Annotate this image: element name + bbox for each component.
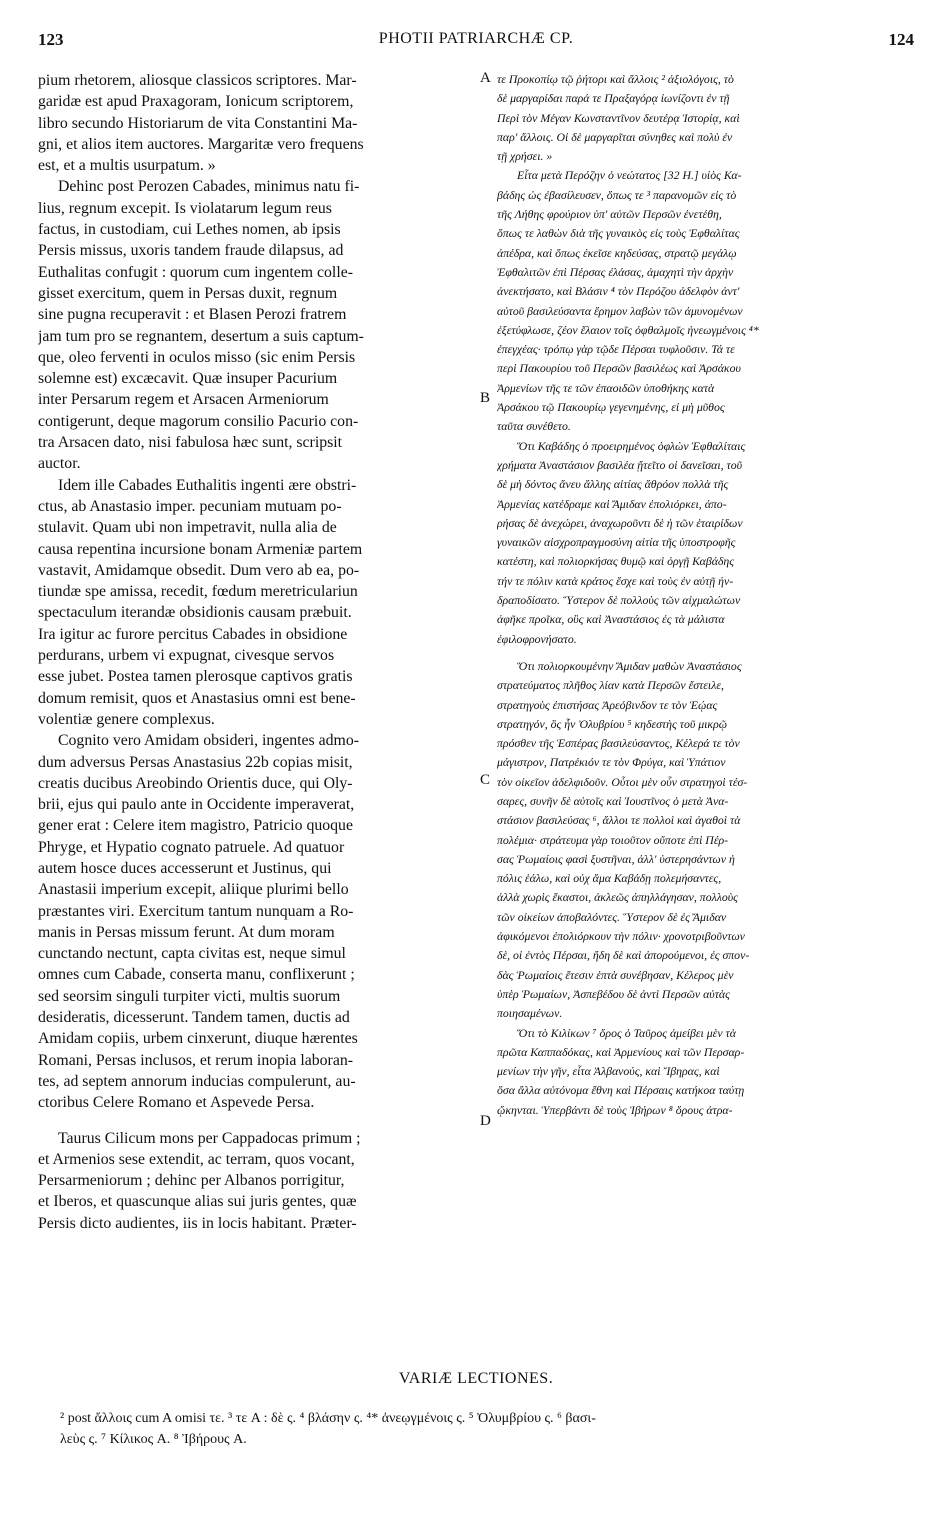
latin-line: Phryge, et Hypatio cognato patruele. Ad quatuor	[38, 838, 345, 856]
latin-line: præstantes viri. Exercitum tantum nunquam a Ro-	[38, 902, 354, 920]
margin-mark-b: B	[480, 390, 491, 406]
latin-line: desideratis, dicesserunt. Tandem tamen, ductis ad	[38, 1009, 350, 1027]
latin-line: Cognito vero Amidam obsideri, ingentes admo-	[58, 732, 359, 750]
latin-line: lius, regnum excepit. Is violatarum legum reus	[38, 199, 332, 217]
greek-line: Ὅτι τὸ Κιλίκων ⁷ ὄρος ὁ Ταῦρος ἀμείβει μὲν τὰ	[517, 1025, 736, 1040]
latin-line: dum adversus Persas Anastasius 22b copias misit,	[38, 753, 353, 771]
latin-line: est, et a multis usurpatum. »	[38, 157, 216, 175]
latin-column	[38, 70, 474, 1234]
greek-line: δραποδίσατο. Ὕστερον δὲ πολλοὺς τῶν αἰχμαλώτων	[497, 593, 741, 608]
latin-line: que, oleo ferventi in oculos misso (sic enim Persis	[38, 348, 356, 366]
greek-line: σας Ῥωμαίοις φασὶ ξυστῆναι, ἀλλ' ὑστερησάντων ἡ	[497, 851, 735, 866]
latin-line: cunctando nectunt, capta civitas est, neque simul	[38, 945, 346, 963]
latin-line: ctoribus Celere Romano et Aspevede Persa.	[38, 1094, 315, 1112]
greek-line: τε Προκοπίῳ τῷ ῥήτορι καὶ ἄλλοις ² ἀξιολόγοις, τὸ	[497, 72, 734, 86]
greek-line: στρατεύματος πλῆθος λίαν κατὰ Περσῶν ἔστειλε,	[497, 678, 724, 693]
greek-line: περὶ Πακουρίου τοῦ Περσῶν βασιλέως καὶ Ἀρσάκου	[497, 361, 741, 376]
greek-line: στρατηγόν, ὃς ἦν Ὀλυβρίου ⁵ κηδεστὴς τοῦ μικρῷ	[497, 716, 728, 731]
greek-line: δὲ μὴ δόντος ἄνευ ἄλλης αἰτίας ἄθρόον πολλὰ τῆς	[497, 477, 729, 492]
latin-line: volentiæ genere complexus.	[38, 710, 215, 728]
latin-line: gener erat : Celere item magistro, Patricio quoque	[38, 817, 353, 835]
running-title: PHOTII PATRIARCHÆ CP.	[378, 30, 574, 47]
margin-mark-a: A	[480, 70, 491, 86]
latin-line: inter Persarum regem et Arsacen Armeniorum	[38, 391, 329, 409]
greek-line: Ἀρσάκου τῷ Πακουρίῳ γεγενημένης, εἰ μὴ μῦθος	[497, 400, 725, 415]
greek-line: στρατηγοὺς ἐπιστήσας Ἀρεόβινδον τε τὸν Ἑῴας	[497, 697, 718, 712]
greek-line: ἀνεκτήσατο, καὶ Βλάσιν ⁴ τὸν Περόζου ἀδελφὸν ἀντ'	[497, 284, 740, 299]
greek-line: ἐξετύφλωσε, ζέον ἔλαιον τοῖς ὀφθαλμοῖς ἠνεωγμένοις ⁴*	[497, 322, 759, 337]
greek-line: ἐφιλοφρονήσατο.	[497, 631, 577, 646]
latin-line: Persis missus, uxoris tandem fraude dilapsus, ad	[38, 242, 344, 260]
latin-line: autem hosce duces accesserunt et Justinus, qui	[38, 859, 332, 877]
greek-line: παρ' ἄλλοις. Οἱ δὲ μαργαρῖται σύνηθες καὶ πολὺ ἐν	[497, 129, 733, 144]
greek-line: τὸν οἰκεῖον ἀδελφιδοῦν. Οὗτοι μὲν οὖν στρατηγοὶ τέσ-	[497, 774, 748, 789]
latin-line: gni, et alios item auctores. Margaritæ vero frequens	[38, 135, 364, 153]
greek-line: τήν τε πόλιν κατὰ κράτος ἔσχε καὶ τοὺς ἐν αὐτῇ ἠν-	[497, 573, 734, 588]
greek-line: αὐτοῦ βασιλεύσαντα ἔρημον λαβὼν τῶν ἀμυνομένων	[497, 303, 743, 318]
latin-line: pium rhetorem, aliosque classicos scriptores. Mar-	[38, 72, 357, 89]
greek-line: ὑπὲρ Ῥωμαίων, Ἀσπεβέδου δὲ ἀντὶ Περσῶν αὐτὰς	[497, 986, 730, 1001]
greek-line: ἀφικόμενοι ἐπολιόρκουν τὴν πόλιν· χρονοτριβοῦντων	[497, 929, 745, 944]
greek-line: κατέστη, καὶ πολιορκήσας θυμῷ καὶ ὀργῇ Καβάδης	[497, 554, 735, 569]
latin-line: stulavit. Quam ubi non impetravit, nulla alia de	[38, 519, 337, 537]
greek-line: χρήματα Ἀναστάσιον βασιλέα ᾔτεῖτο οἱ δανεῖσαι, τοῦ	[497, 457, 743, 472]
latin-line: contigerunt, deque magorum consilio Pacurio con-	[38, 412, 359, 430]
greek-line: πολέμια· στράτευμα γὰρ τοιοῦτον οὔποτε ἐπὶ Πέρ-	[497, 832, 729, 847]
latin-line: Euthalitas confugit : quorum cum ingentem colle-	[38, 263, 353, 281]
latin-line: perdurans, urbem vi expugnat, civesque servos	[38, 647, 335, 665]
greek-line: Ἀρμενίας κατέδραμε καὶ Ἄμιδαν ἐπολιόρκει, ἀπο-	[497, 496, 727, 511]
greek-line: ἐπεγχέας· τρόπῳ γὰρ τῷδε Πέρσαι τυφλοῦσιν. Τά τε	[497, 342, 735, 357]
latin-line: creatis ducibus Areobindo Orientis duce, qui Oly-	[38, 774, 353, 792]
greek-line: Ἐφθαλιτῶν ἐπὶ Πέρσας ἐλάσας, ἀμαχητὶ τὴν ἀρχὴν	[497, 264, 734, 279]
latin-line: et Iberos, et quascunque alias sui juris gentes, quæ	[38, 1193, 357, 1211]
greek-line: Ὅτι Καβάδης ὁ προειρημένος ὀφλὼν Ἐφθαλίταις	[517, 438, 746, 453]
latin-line: Anastasii imperium excepit, aliique plurimi bello	[38, 881, 349, 899]
greek-line: Ὅτι πολιορκουμένην Ἄμιδαν μαθὼν Ἀναστάσιος	[517, 658, 742, 673]
latin-line: omnes cum Cabade, conserta manu, conflixerunt ;	[38, 966, 355, 984]
greek-line: πόλις ἑάλω, καὶ οὐχ ἅμα Καβάδῃ πολεμήσαντες,	[497, 871, 722, 886]
variae-lectiones-heading: VARIÆ LECTIONES.	[398, 1370, 554, 1387]
greek-line: ὅπως τε λαθὼν διὰ τῆς γυναικὸς εἰς τοὺς Ἐφθαλίτας	[497, 226, 740, 241]
latin-line: domum remisit, quos et Anastasius omni est bene-	[38, 689, 356, 707]
latin-line: brii, ejus qui paulo ante in Occidente imperaverat,	[38, 796, 355, 814]
greek-line: σαρες, συνῆν δὲ αὐτοῖς καὶ Ἰουστῖνος ὁ μετὰ Ἀνα-	[497, 793, 729, 808]
greek-line: Ἀρμενίων τῆς τε τῶν ἐπαοιδῶν ὑποθήκης κατὰ	[497, 380, 715, 395]
greek-line: δὲ μαργαρίδαι παρά τε Πραξαγόρᾳ ἰωνίζοντι ἐν τῇ	[497, 91, 730, 106]
latin-line: causa repentina incursione bonam Armeniæ partem	[38, 540, 363, 558]
latin-line: esse jubet. Postea tamen plerosque captivos gratis	[38, 668, 353, 686]
greek-line: ὅσα ἄλλα αὐτόνομα ἔθνη καὶ Πέρσαις κατήκοα ταύτῃ	[497, 1083, 745, 1098]
greek-line: Εἶτα μετὰ Περόζην ὁ νεώτατος [32 H.] υἱὸς Κα-	[517, 168, 742, 183]
latin-line: Amidam copiis, urbem cinxerunt, diuque hærentes	[38, 1030, 358, 1048]
greek-line: πρόσθεν τῆς Ἑσπέρας βασιλεύσαντος, Κέλερά τε τὸν	[497, 736, 740, 751]
greek-line: ἀφῆκε προῖκα, οὓς καὶ Ἀναστάσιος ἐς τὰ μάλιστα	[497, 612, 725, 627]
latin-line: ctus, ab Anastasio imper. pecuniam mutuam po-	[38, 497, 342, 515]
latin-line: et Armenios sese extendit, ac terram, quos vocant,	[38, 1150, 355, 1168]
greek-line: ἀλλὰ χωρὶς ἕκαστοι, ἀκλεῶς ἀπηλλάγησαν, πολλοὺς	[497, 890, 738, 905]
latin-line: gisset exercitum, quem in Persas duxit, regnum	[38, 284, 338, 302]
latin-line: Dehinc post Perozen Cabades, minimus natu fi-	[58, 178, 360, 196]
latin-line: tes, ad septem annorum inducias compulerunt, au-	[38, 1072, 356, 1090]
latin-line: manis in Persas missum ferunt. At dum moram	[38, 923, 335, 941]
latin-line: Ira igitur ac furore percitus Cabades in obsidione	[38, 625, 348, 643]
footnotes	[60, 1408, 920, 1450]
latin-line: garidæ est apud Praxagoram, Ionicum scriptorem,	[38, 93, 354, 111]
margin-mark-d: D	[480, 1113, 491, 1129]
latin-line: Persis dicto audientes, iis in locis habitant. Præter-	[38, 1214, 357, 1232]
latin-line: Persarmeniorum ; dehinc per Albanos porrigitur,	[38, 1172, 345, 1190]
page-header	[38, 30, 914, 52]
latin-line: Taurus Cilicum mons per Cappadocas primum ;	[58, 1129, 361, 1147]
latin-line: factus, in custodiam, cui Lethes nomen, ab ipsis	[38, 221, 341, 239]
margin-mark-c: C	[480, 772, 491, 788]
greek-line: ταῦτα συνέθετο.	[497, 419, 571, 434]
latin-line: jam tum pro se regnantem, desertum a suis captum-	[38, 327, 364, 345]
latin-line: tra Arsacen dato, nisi fabulosa hæc sunt, scripsit	[38, 434, 343, 452]
latin-line: auctor.	[38, 455, 81, 473]
greek-line: δὲ, οἱ ἐντὸς Πέρσαι, ἤδη δὲ καὶ ἀπορούμενοι, ἐς σπον-	[497, 948, 750, 963]
greek-line: ρήσας δὲ ἀνεχώρει, ἀναχωροῦντι δὲ ἡ τῶν ἑταιρίδων	[497, 515, 743, 530]
greek-line: μενίων τὴν γῆν, εἶτα Ἀλβανούς, καὶ Ἴβηρας, καὶ	[497, 1064, 720, 1079]
greek-line: τῶν οἰκείων ἀποβαλόντες. Ὕστερον δὲ ἐς Ἄμιδαν	[497, 909, 727, 924]
greek-line: τῇ χρήσει. »	[497, 149, 553, 164]
latin-line: spectaculum iterandæ obsidionis causam præbuit.	[38, 604, 352, 622]
latin-line: Romani, Persas inclusos, et rerum inopia laboran-	[38, 1051, 353, 1069]
greek-line: βάδης ὡς ἐβασίλευσεν, ὅπως τε ³ παρανομῶν εἰς τὸ	[497, 187, 737, 202]
greek-line: ποιησαμένων.	[497, 1006, 563, 1021]
greek-line: τῆς Λήθης φρούριον ὑπ' αὐτῶν Περσῶν ἐνετέθη,	[497, 207, 722, 222]
latin-line: sine pugna recuperavit : et Blasen Perozi fratrem	[38, 306, 347, 324]
footnote-line: ² post ἄλλοις cum A omisi τε. ³ τε A : δὲ ς. ⁴ βλάσην ς. ⁴* ἀνεῳγμένοις ς. ⁵ Ὀλυμβρίου ς. ⁶ βασι-	[60, 1411, 596, 1426]
greek-line: πρῶτα Καππαδόκας, καὶ Ἀρμενίους καὶ τῶν Περσαρ-	[497, 1044, 745, 1059]
footnote-line: λεὺς ς. ⁷ Κίλικος A. ⁸ Ἰβήρους A.	[60, 1432, 247, 1447]
greek-line: ᾤκηνται. Ὑπερβάντι δὲ τοὺς Ἰβήρων ⁸ ὅρους ἀτρα-	[497, 1102, 733, 1117]
greek-line: δὰς Ῥωμαίοις ἔτεσιν ἑπτὰ συνέβησαν, Κέλερος μὲν	[497, 967, 734, 982]
latin-line: libro secundo Historiarum de vita Constantini Ma-	[38, 114, 358, 132]
greek-line: ἀπέδρα, καὶ ὅπως ἐκεῖσε κηδεύσας, στρατῷ μεγάλῳ	[497, 245, 737, 260]
page-number-right: 124	[888, 30, 914, 49]
latin-line: vastavit, Amidamque obsedit. Dum vero ab ea, po-	[38, 561, 360, 579]
greek-line: γυναικῶν αἰσχροπραγμοσύνη αἰτία τῆς ὑποστροφῆς	[497, 535, 736, 550]
greek-column	[497, 70, 915, 1120]
greek-line: Περὶ τὸν Μέγαν Κωνσταντῖνον δευτέρᾳ Ἱστορίᾳ, καὶ	[497, 110, 740, 125]
greek-line: στάσιον βασιλεύσας ⁶, ἄλλοι τε πολλοὶ καὶ ἀγαθοὶ τὰ	[497, 813, 741, 828]
latin-line: sed seorsim singuli turpiter victi, multis suorum	[38, 987, 341, 1005]
greek-line: μάγιστρον, Πατρέκιόν τε τὸν Φρύγα, καὶ Ὑπάτιον	[497, 755, 726, 770]
latin-line: tiundæ spe amissa, recedit, fœdum meretriculariun	[38, 583, 358, 601]
page-number-left: 123	[38, 30, 64, 49]
latin-line: Idem ille Cabades Euthalitis ingenti ære obstri-	[58, 476, 357, 494]
latin-line: solemne est) excæcavit. Quæ insuper Pacurium	[38, 370, 338, 388]
